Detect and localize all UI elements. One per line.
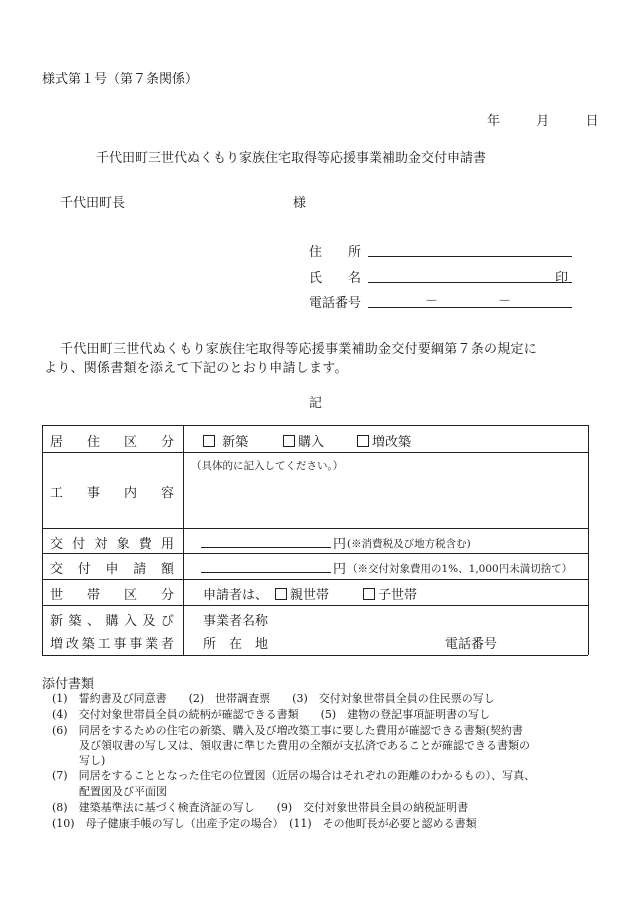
attachment-line: 及び領収書の写し又は、領収書に準じた費用の全額が支払済であることが確認できる書類の xyxy=(79,739,530,752)
form-number: 様式第１号（第７条関係） xyxy=(42,72,199,87)
attachment-line: (8) 建築基準法に基づく検査済証の写し (9) 交付対象世帯員全員の納税証明書 xyxy=(52,801,469,814)
ki-mark: 記 xyxy=(309,396,323,411)
contractor-location-label: 所 在 地 xyxy=(203,637,269,652)
seal-mark: 印 xyxy=(555,271,569,286)
label-grant-amount: 交 付 申 請 額 xyxy=(50,562,174,577)
addressee-honorific: 様 xyxy=(293,196,307,211)
body-line-1: 千代田町三世代ぬくもり家族住宅取得等応援事業補助金交付要綱第７条の規定に xyxy=(60,342,538,357)
address-label: 住 所 xyxy=(309,245,362,260)
checkbox-icon[interactable] xyxy=(275,588,287,600)
label-eligible-cost: 交 付 対 象 費 用 xyxy=(50,537,174,552)
household-prefix: 申請者は、 xyxy=(203,588,269,603)
attachment-line: (1) 誓約書及び同意書 (2) 世帯調査票 (3) 交付対象世帯員全員の住民票の写し xyxy=(52,692,495,705)
attachment-line: 配置図及び平面図 xyxy=(79,785,167,798)
date-year: 年 xyxy=(487,114,501,129)
work-content-note: （具体的に記入してください。） xyxy=(191,460,344,472)
phone-field[interactable] xyxy=(368,307,572,308)
date-line xyxy=(487,110,599,129)
label-contractor-b: 増 改 築 工 事 事 業 者 xyxy=(50,637,174,652)
grant-amount-field[interactable] xyxy=(201,572,331,573)
address-field[interactable] xyxy=(368,256,572,257)
attachment-line: (4) 交付対象世帯員全員の続柄が確認できる書類 (5) 建物の登記事項証明書の写し xyxy=(52,708,491,721)
page-title: 千代田町三世代ぬくもり家族住宅取得等応援事業補助金交付申請書 xyxy=(96,151,487,166)
checkbox-icon[interactable] xyxy=(283,435,295,447)
addressee-name: 千代田町長 xyxy=(60,196,126,211)
phone-dash-1: － xyxy=(425,294,439,309)
eligible-cost-unit: 円 xyxy=(333,537,347,552)
work-content-field[interactable] xyxy=(190,472,580,524)
label-work-content: 工 事 内 容 xyxy=(50,486,174,501)
residence-option-purchase[interactable]: 購入 xyxy=(283,431,324,450)
household-option-parent[interactable]: 親世帯 xyxy=(275,584,329,603)
name-label: 氏 名 xyxy=(309,271,362,286)
date-day: 日 xyxy=(585,114,599,129)
label-residence-type: 居 住 区 分 xyxy=(50,435,174,450)
phone-label: 電話番号 xyxy=(309,296,362,311)
checkbox-icon[interactable] xyxy=(363,588,375,600)
attachment-line: (6) 同居をするための住宅の新築、購入及び増改築工事に要した費用が確認できる書類(契約書 xyxy=(52,724,523,737)
eligible-cost-field[interactable] xyxy=(201,547,331,548)
label-household-type: 世 帯 区 分 xyxy=(50,588,174,603)
attachment-line: (7) 同居をすることとなった住宅の位置図（近居の場合はそれぞれの距離のわかるもの）、写真、 xyxy=(52,769,536,782)
eligible-cost-note: (※消費税及び地方税含む) xyxy=(347,538,471,550)
household-option-child[interactable]: 子世帯 xyxy=(363,584,417,603)
residence-option-renovation[interactable]: 増改築 xyxy=(357,431,411,450)
phone-dash-2: － xyxy=(498,294,512,309)
date-month: 月 xyxy=(536,114,550,129)
body-line-2: より、関係書類を添えて下記のとおり申請します。 xyxy=(44,361,348,376)
label-contractor-a: 新 築 、 購 入 及 び xyxy=(50,614,174,629)
contractor-name-label: 事業者名称 xyxy=(203,614,269,629)
residence-option-new[interactable]: 新築 xyxy=(203,431,248,450)
attachments-heading: 添付書類 xyxy=(42,677,95,692)
checkbox-icon[interactable] xyxy=(203,435,215,447)
grant-amount-note: （※交付対象費用の1%、1,000円未満切捨て） xyxy=(347,563,573,575)
name-field[interactable] xyxy=(368,282,572,283)
grant-amount-unit: 円 xyxy=(333,562,347,577)
attachment-line: 写し) xyxy=(79,754,106,767)
checkbox-icon[interactable] xyxy=(357,435,369,447)
contractor-phone-label: 電話番号 xyxy=(445,637,498,652)
attachment-line: (10) 母子健康手帳の写し（出産予定の場合） (11) その他町長が必要と認める書類 xyxy=(52,817,477,830)
